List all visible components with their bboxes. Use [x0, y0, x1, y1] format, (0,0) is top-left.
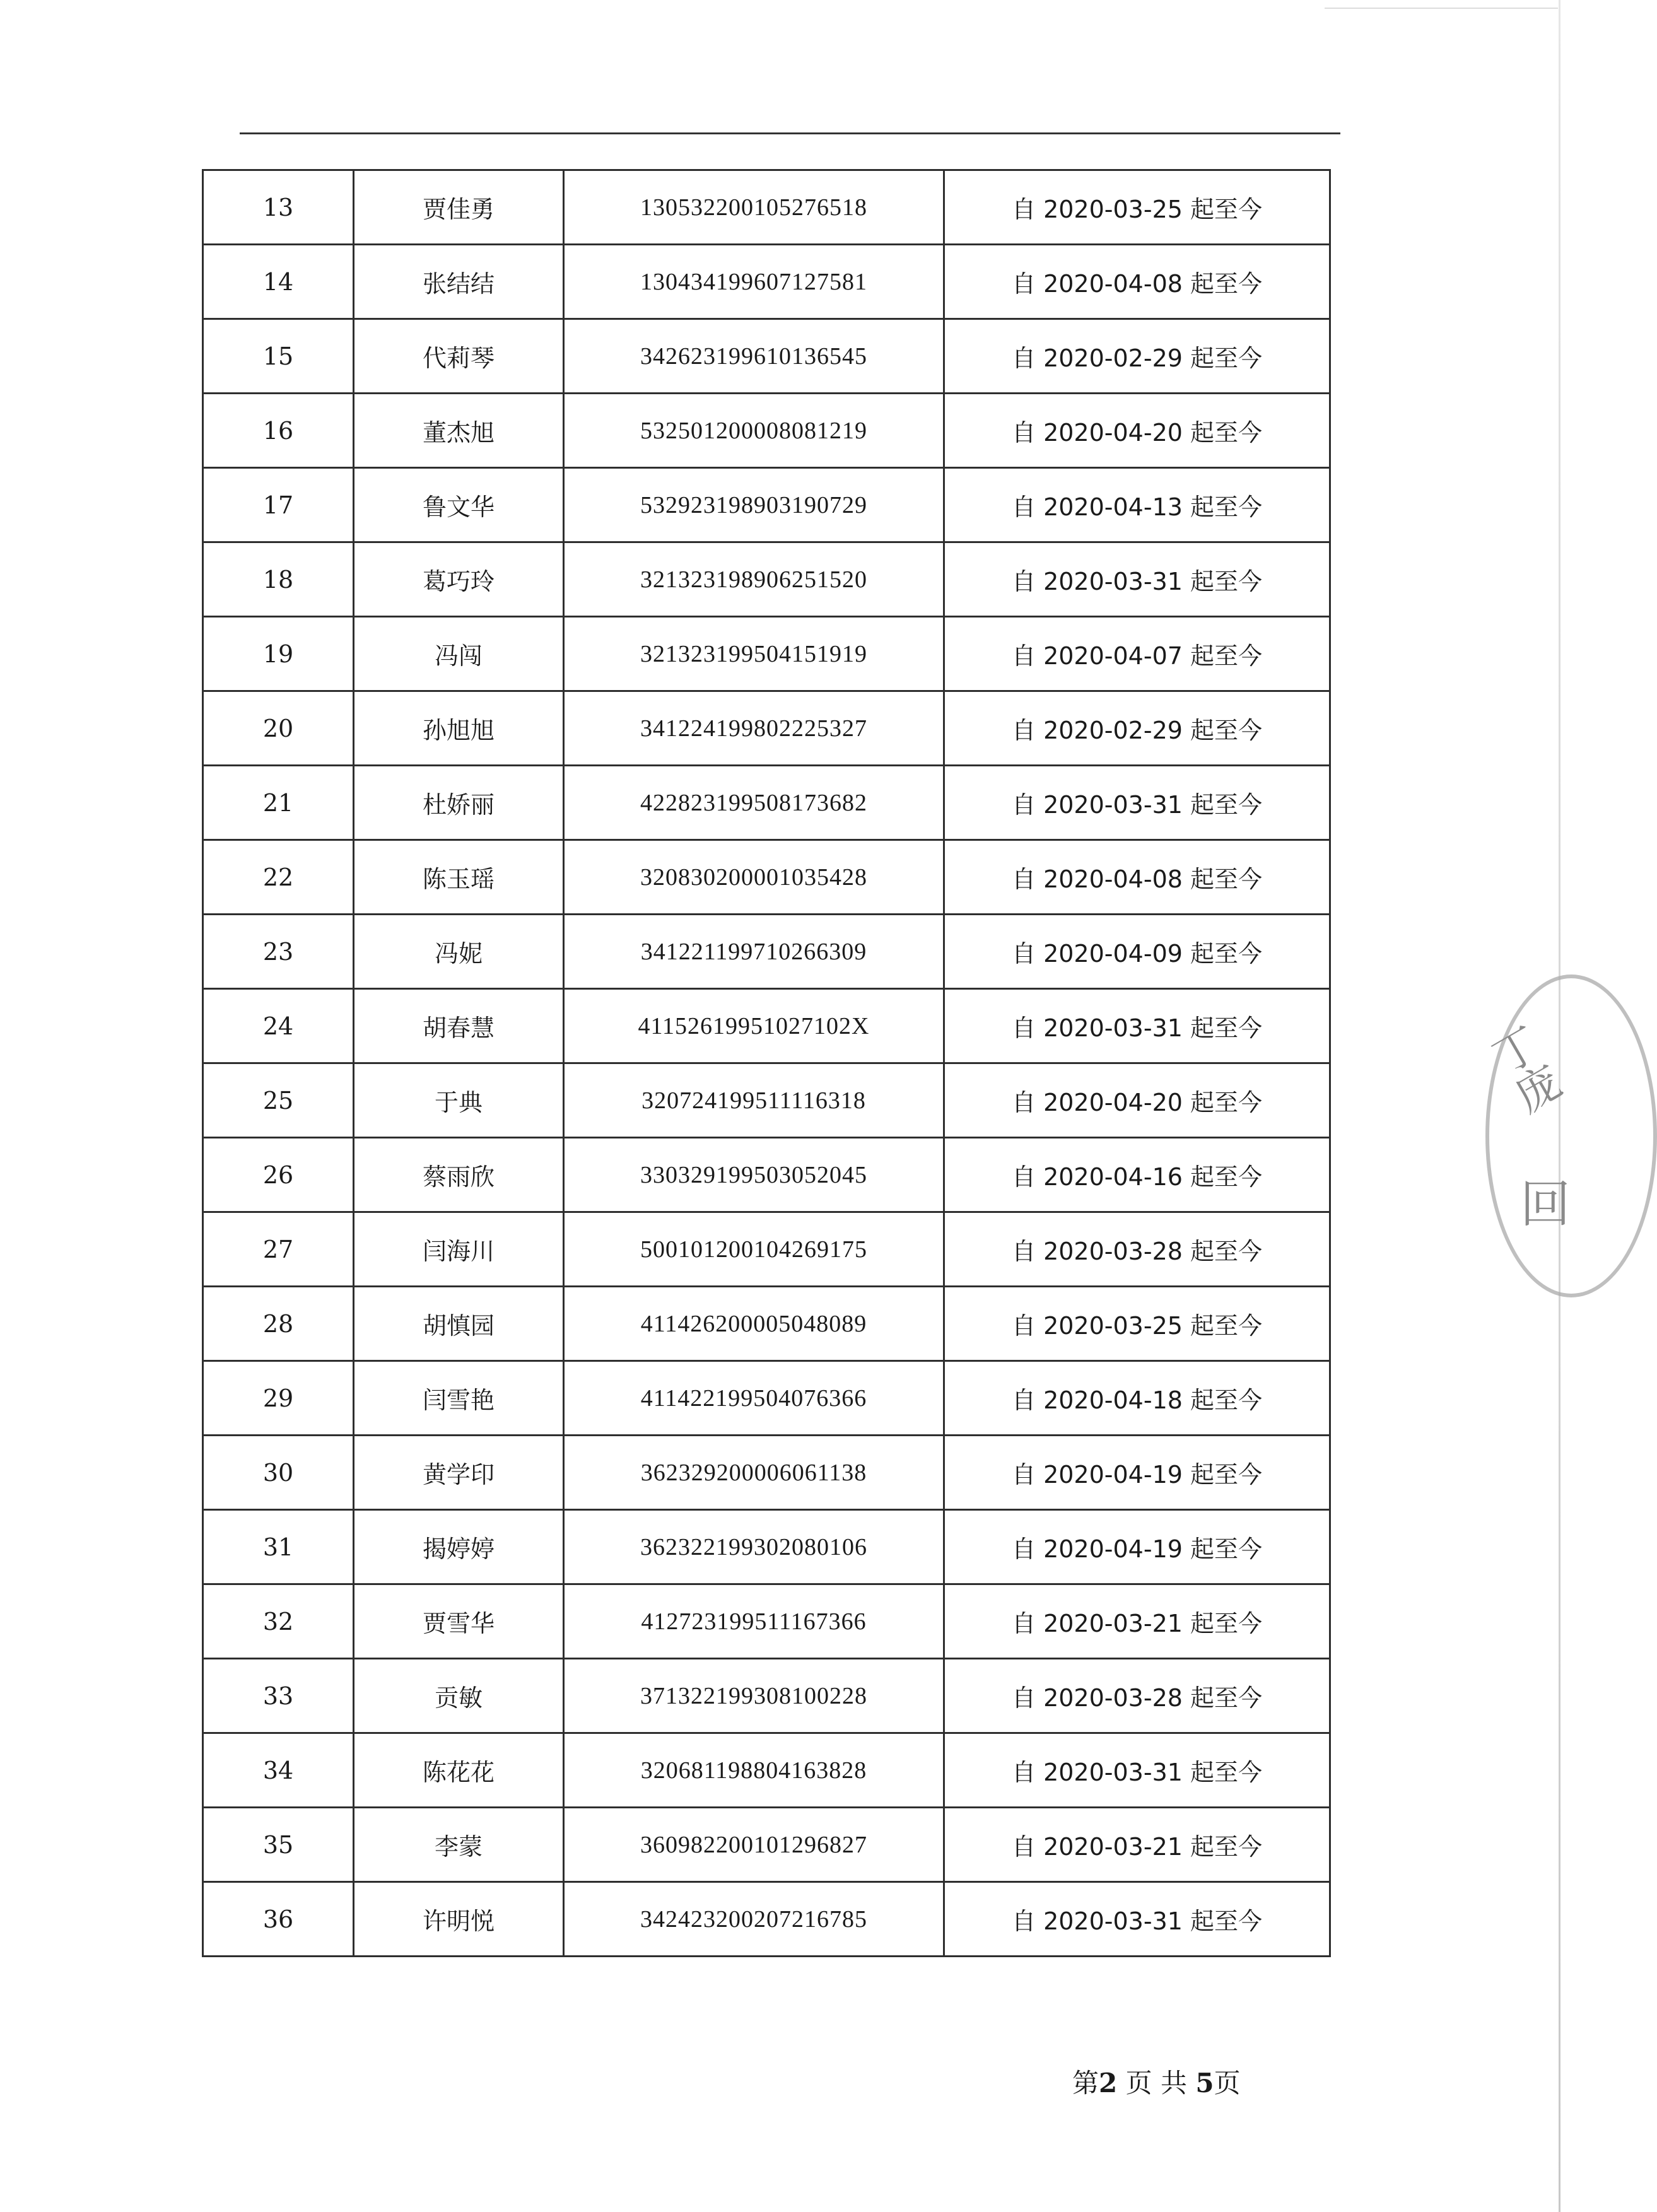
- row-id-number: 411422199504076366: [564, 1361, 944, 1436]
- row-name: 胡春慧: [354, 989, 564, 1063]
- row-date-range: 自 2020-04-16 起至今: [944, 1138, 1330, 1212]
- row-number: 17: [203, 468, 354, 542]
- roster-table-container: [202, 169, 1331, 1957]
- row-id-number: 500101200104269175: [564, 1212, 944, 1287]
- row-id-number: 320830200001035428: [564, 840, 944, 915]
- row-date-range: 自 2020-03-31 起至今: [944, 766, 1330, 840]
- row-id-number: 342623199610136545: [564, 319, 944, 394]
- row-date-range: 自 2020-04-18 起至今: [944, 1361, 1330, 1436]
- table-row: [203, 1510, 1330, 1584]
- row-date-range: 自 2020-03-25 起至今: [944, 1287, 1330, 1361]
- row-name: 揭婷婷: [354, 1510, 564, 1584]
- row-number: 25: [203, 1063, 354, 1138]
- row-date-range: 自 2020-03-31 起至今: [944, 1733, 1330, 1808]
- row-name: 贾雪华: [354, 1584, 564, 1659]
- table-row: [203, 1287, 1330, 1361]
- row-date-range: 自 2020-04-20 起至今: [944, 394, 1330, 468]
- table-row: [203, 1361, 1330, 1436]
- row-name: 于典: [354, 1063, 564, 1138]
- page-number-total: 5: [1195, 2068, 1214, 2098]
- row-number: 34: [203, 1733, 354, 1808]
- row-number: 23: [203, 915, 354, 989]
- row-id-number: 422823199508173682: [564, 766, 944, 840]
- roster-table: [202, 169, 1331, 1957]
- row-name: 贾佳勇: [354, 170, 564, 245]
- table-row: [203, 1733, 1330, 1808]
- row-number: 24: [203, 989, 354, 1063]
- official-seal: [1485, 974, 1657, 1297]
- row-name: 李蒙: [354, 1808, 564, 1882]
- table-row: [203, 989, 1330, 1063]
- row-id-number: 342423200207216785: [564, 1882, 944, 1957]
- row-id-number: 320724199511116318: [564, 1063, 944, 1138]
- row-id-number: 130434199607127581: [564, 245, 944, 319]
- row-number: 13: [203, 170, 354, 245]
- scan-edge-top: [1325, 8, 1558, 9]
- page-number-suffix: 页: [1214, 2068, 1241, 2098]
- table-row: [203, 394, 1330, 468]
- row-id-number: 320681198804163828: [564, 1733, 944, 1808]
- page-number-prefix: 第: [1072, 2068, 1099, 2098]
- row-number: 35: [203, 1808, 354, 1882]
- row-date-range: 自 2020-03-21 起至今: [944, 1584, 1330, 1659]
- row-number: 28: [203, 1287, 354, 1361]
- table-row: [203, 1808, 1330, 1882]
- table-row: [203, 915, 1330, 989]
- row-date-range: 自 2020-03-28 起至今: [944, 1659, 1330, 1733]
- row-id-number: 41152619951027102X: [564, 989, 944, 1063]
- row-id-number: 412723199511167366: [564, 1584, 944, 1659]
- row-date-range: 自 2020-03-31 起至今: [944, 1882, 1330, 1957]
- row-number: 26: [203, 1138, 354, 1212]
- row-id-number: 341224199802225327: [564, 691, 944, 766]
- row-number: 15: [203, 319, 354, 394]
- row-date-range: 自 2020-04-20 起至今: [944, 1063, 1330, 1138]
- row-number: 16: [203, 394, 354, 468]
- table-row: [203, 170, 1330, 245]
- row-name: 陈玉瑶: [354, 840, 564, 915]
- row-number: 30: [203, 1436, 354, 1510]
- row-date-range: 自 2020-04-13 起至今: [944, 468, 1330, 542]
- row-id-number: 330329199503052045: [564, 1138, 944, 1212]
- table-row: [203, 1882, 1330, 1957]
- table-row: [203, 766, 1330, 840]
- row-date-range: 自 2020-04-19 起至今: [944, 1510, 1330, 1584]
- page-number-current: 2: [1099, 2068, 1118, 2098]
- row-name: 冯妮: [354, 915, 564, 989]
- row-name: 许明悦: [354, 1882, 564, 1957]
- page-number-mid: 页 共: [1125, 2068, 1187, 2098]
- row-date-range: 自 2020-04-09 起至今: [944, 915, 1330, 989]
- row-name: 冯闯: [354, 617, 564, 691]
- table-row: [203, 542, 1330, 617]
- table-row: [203, 617, 1330, 691]
- row-date-range: 自 2020-03-21 起至今: [944, 1808, 1330, 1882]
- row-number: 31: [203, 1510, 354, 1584]
- row-id-number: 362329200006061138: [564, 1436, 944, 1510]
- table-row: [203, 691, 1330, 766]
- table-row: [203, 319, 1330, 394]
- row-number: 14: [203, 245, 354, 319]
- row-date-range: 自 2020-03-31 起至今: [944, 542, 1330, 617]
- roster-table-body: [203, 170, 1330, 1957]
- seal-text-top: 丁庞: [1484, 1017, 1571, 1123]
- row-number: 22: [203, 840, 354, 915]
- seal-text-bottom: 回: [1520, 1175, 1571, 1234]
- row-name: 胡慎园: [354, 1287, 564, 1361]
- row-name: 闫海川: [354, 1212, 564, 1287]
- table-row: [203, 1063, 1330, 1138]
- row-id-number: 321323198906251520: [564, 542, 944, 617]
- row-id-number: 362322199302080106: [564, 1510, 944, 1584]
- row-name: 鲁文华: [354, 468, 564, 542]
- row-id-number: 360982200101296827: [564, 1808, 944, 1882]
- row-number: 33: [203, 1659, 354, 1733]
- row-name: 葛巧玲: [354, 542, 564, 617]
- row-number: 27: [203, 1212, 354, 1287]
- row-id-number: 321323199504151919: [564, 617, 944, 691]
- row-date-range: 自 2020-02-29 起至今: [944, 319, 1330, 394]
- row-number: 32: [203, 1584, 354, 1659]
- row-name: 张结结: [354, 245, 564, 319]
- row-number: 29: [203, 1361, 354, 1436]
- table-row: [203, 1138, 1330, 1212]
- page-number: [1072, 2063, 1241, 2100]
- row-name: 黄学印: [354, 1436, 564, 1510]
- row-date-range: 自 2020-04-08 起至今: [944, 245, 1330, 319]
- row-id-number: 371322199308100228: [564, 1659, 944, 1733]
- row-number: 36: [203, 1882, 354, 1957]
- table-row: [203, 1212, 1330, 1287]
- row-id-number: 532923198903190729: [564, 468, 944, 542]
- row-number: 19: [203, 617, 354, 691]
- row-date-range: 自 2020-03-25 起至今: [944, 170, 1330, 245]
- table-row: [203, 840, 1330, 915]
- table-row: [203, 245, 1330, 319]
- row-date-range: 自 2020-04-08 起至今: [944, 840, 1330, 915]
- row-name: 蔡雨欣: [354, 1138, 564, 1212]
- table-row: [203, 468, 1330, 542]
- row-date-range: 自 2020-04-07 起至今: [944, 617, 1330, 691]
- row-number: 18: [203, 542, 354, 617]
- row-id-number: 130532200105276518: [564, 170, 944, 245]
- row-date-range: 自 2020-03-31 起至今: [944, 989, 1330, 1063]
- row-name: 董杰旭: [354, 394, 564, 468]
- table-row: [203, 1659, 1330, 1733]
- row-id-number: 411426200005048089: [564, 1287, 944, 1361]
- row-date-range: 自 2020-04-19 起至今: [944, 1436, 1330, 1510]
- row-name: 杜娇丽: [354, 766, 564, 840]
- row-name: 陈花花: [354, 1733, 564, 1808]
- row-number: 21: [203, 766, 354, 840]
- table-row: [203, 1436, 1330, 1510]
- row-id-number: 341221199710266309: [564, 915, 944, 989]
- row-name: 代莉琴: [354, 319, 564, 394]
- table-row: [203, 1584, 1330, 1659]
- row-id-number: 532501200008081219: [564, 394, 944, 468]
- row-date-range: 自 2020-03-28 起至今: [944, 1212, 1330, 1287]
- row-number: 20: [203, 691, 354, 766]
- row-name: 孙旭旭: [354, 691, 564, 766]
- row-name: 贡敏: [354, 1659, 564, 1733]
- header-rule: [240, 132, 1340, 134]
- row-name: 闫雪艳: [354, 1361, 564, 1436]
- row-date-range: 自 2020-02-29 起至今: [944, 691, 1330, 766]
